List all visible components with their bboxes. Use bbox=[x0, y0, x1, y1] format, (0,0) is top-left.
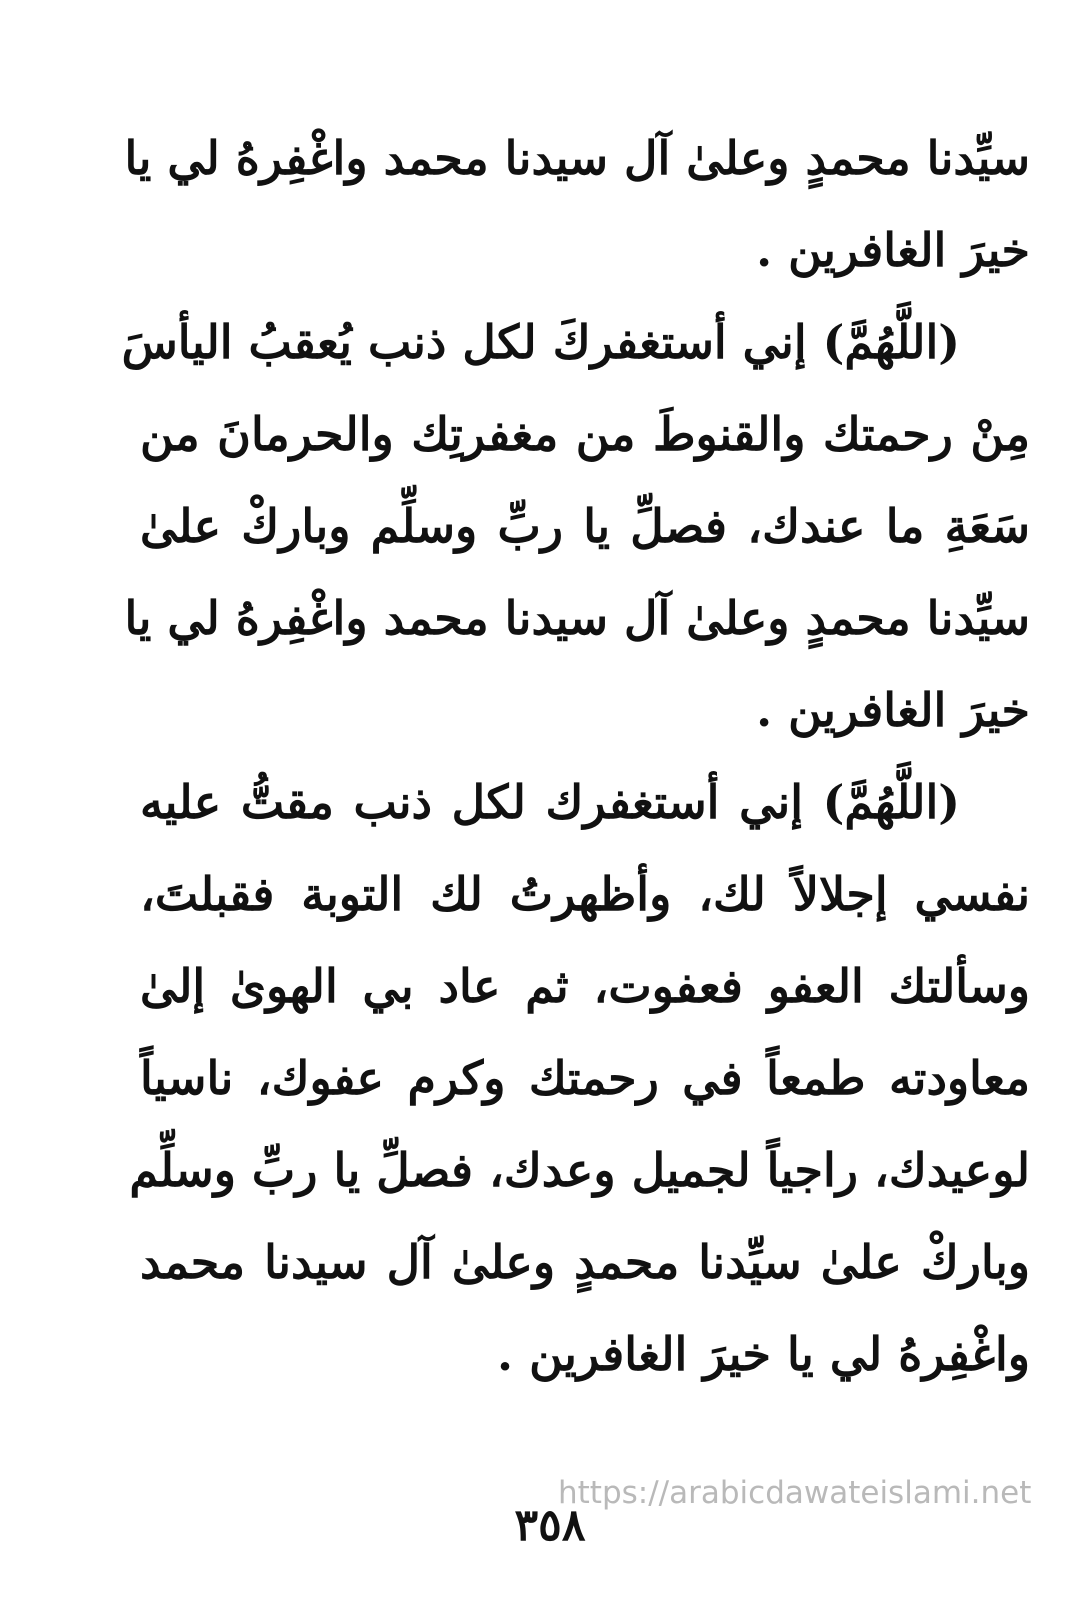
body-text bbox=[121, 112, 1030, 1400]
text-line: واغْفِرهُ لي يا خيرَ الغافرين . bbox=[497, 1327, 1030, 1381]
text-line: نفسي إجلالاً لك، وأظهرتُ لك التوبة فقبلتَ، bbox=[140, 867, 1030, 921]
text-line: وباركْ علىٰ سيِّدنا محمدٍ وعلىٰ آل سيدنا محمد bbox=[140, 1235, 1030, 1289]
text-line: (اللَّهُمَّ) إني أستغفرك لكل ذنب مقتُّ عليه bbox=[140, 775, 960, 829]
text-line: سيِّدنا محمدٍ وعلىٰ آل سيدنا محمد واغْفِرهُ لي يا bbox=[124, 131, 1030, 185]
text-line: وسألتك العفو فعفوت، ثم عاد بي الهوىٰ إلىٰ bbox=[140, 959, 1030, 1013]
watermark-url: https://arabicdawateislami.net bbox=[558, 1475, 1032, 1511]
page-number: ٣٥٨ bbox=[514, 1500, 586, 1551]
text-line: لوعيدك، راجياً لجميل وعدك، فصلِّ يا ربِّ وسلِّم bbox=[129, 1143, 1030, 1197]
text-line: (اللَّهُمَّ) إني أستغفركَ لكل ذنب يُعقبُ اليأسَ bbox=[121, 315, 960, 369]
text-line: خيرَ الغافرين . bbox=[756, 223, 1030, 277]
text-line: خيرَ الغافرين . bbox=[756, 683, 1030, 737]
text-line: سيِّدنا محمدٍ وعلىٰ آل سيدنا محمد واغْفِرهُ لي يا bbox=[124, 591, 1030, 645]
text-line: مِنْ رحمتك والقنوطَ من مغفرتِك والحرمانَ من bbox=[140, 407, 1030, 461]
text-line: معاودته طمعاً في رحمتك وكرم عفوك، ناسياً bbox=[140, 1051, 1030, 1105]
text-line: سَعَةِ ما عندك، فصلِّ يا ربِّ وسلِّم وباركْ علىٰ bbox=[140, 499, 1030, 553]
